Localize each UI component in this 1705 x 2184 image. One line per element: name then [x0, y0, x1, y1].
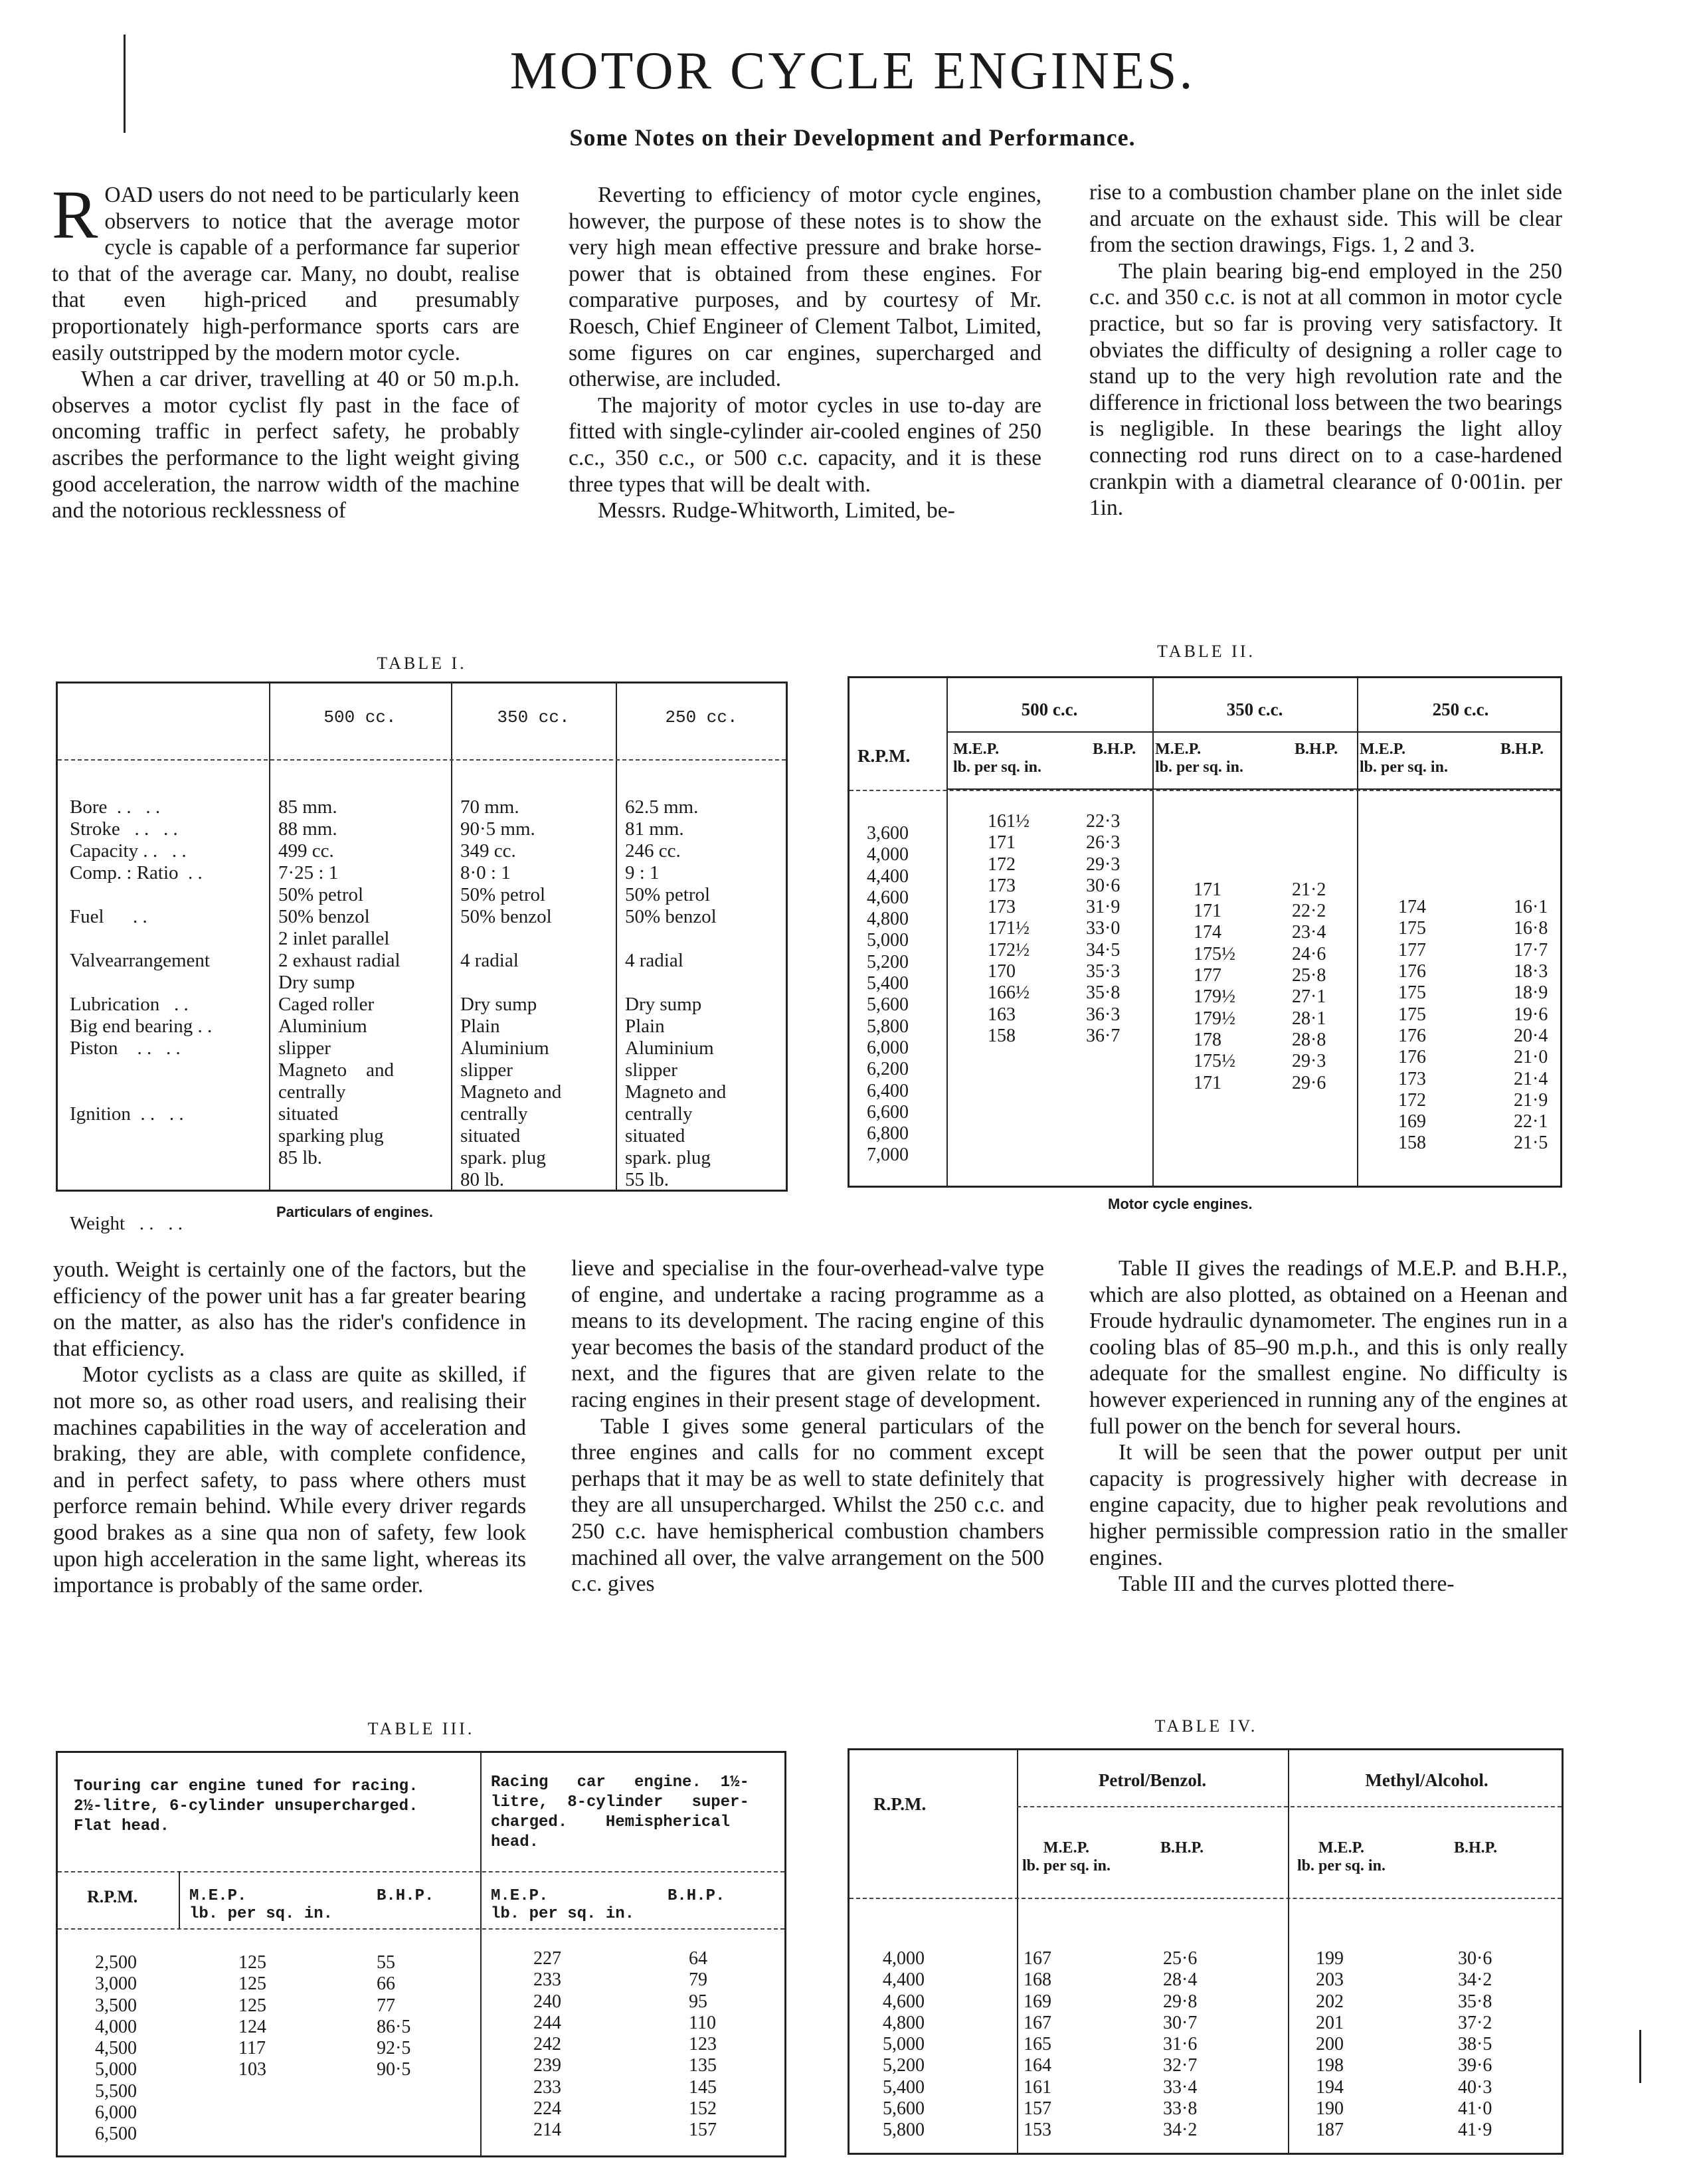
table1-col-350: 70 mm. 90·5 mm. 349 cc. 8·0 : 1 50% petrol 50% benzol 4 radial Dry sump Plain Aluminium slipper Magneto and centrally situated spark. plug 80 lb. [460, 796, 562, 1190]
table2-bhp-header: B.H.P. [1093, 741, 1136, 758]
table2-group-header: 500 c.c. [1021, 699, 1078, 719]
table3-rpm-values: 2,500 3,000 3,500 4,000 4,500 5,000 5,500 6,000 6,500 [95, 1952, 137, 2145]
paragraph: OAD users do not need to be particularly keen observers to notice that the average motor cycle is capable of a performance far superior to that of the average car. Many, no doubt, realise that even high-priced and presumably proportionately high-performance sports cars are easily outstripped by the modern motor cycle. [52, 183, 519, 365]
table1-caption: TABLE I. [377, 654, 467, 673]
paragraph: Table I gives some general particulars of the three engines and calls for no comment except perhaps that it may be as well to state definitely that they are all unsupercharged. Whilst the 250 c.c. and 250 c.c. have hemispherical combustion chambers machined all over, the valve arrangement on the 500 c.c. gives [571, 1413, 1044, 1597]
table4-group-header: Methyl/Alcohol. [1365, 1770, 1488, 1790]
table4-mep-header: M.E.P. lb. per sq. in. [1022, 1839, 1111, 1874]
paragraph: Reverting to efficiency of motor cycle engines, however, the purpose of these notes is to show the very high mean effective pressure and brake horse-power that is obtained from these engines. For comparative purposes, and by courtesy of Mr. Roesch, Chief Engineer of Clement Talbot, Limited, some figures on car engines, supercharged and otherwise, are included. [569, 183, 1041, 392]
table3-left-title: Touring car engine tuned for racing. 2½-litre, 6-cylinder unsupercharged. Flat head. [74, 1777, 418, 1835]
body-top-col3 [1089, 179, 1562, 521]
table3-bhp-racing: 64 79 95 110 123 135 145 152 157 [689, 1948, 717, 2141]
paragraph: The plain bearing big-end employed in the 250 c.c. and 350 c.c. is not at all common in motor cycle practice, but so far is proving very satisfactory. It obviates the difficulty of designing a roller cage to stand up to the very high revolution rate and the difference in frictional loss between the two bearings is negligible. In these bearings the light alloy connecting rod runs direct on to a case-hardened crankpin with a diametral clearance of 0·001in. per 1in. [1089, 258, 1562, 521]
body-mid-col3 [1089, 1255, 1568, 1597]
table1-col-500: 85 mm. 88 mm. 499 cc. 7·25 : 1 50% petrol 50% benzol 2 inlet parallel 2 exhaust radial Dry sump Caged roller Aluminium slipper Magneto and centrally situated sparking plug 85 lb. [278, 796, 401, 1168]
table2-bhp350: 21·2 22·2 23·4 24·6 25·8 27·1 28·1 28·8 29·3 29·6 [1292, 879, 1326, 1093]
table3-mep-touring: 125 125 125 124 117 103 [238, 1952, 266, 2080]
table2-mep350: 171 171 174 175½ 177 179½ 179½ 178 175½ 171 [1194, 879, 1235, 1093]
table3-caption: TABLE III. [367, 1719, 475, 1738]
paragraph: When a car driver, travelling at 40 or 50 m.p.h. observes a motor cyclist fly past in the face of oncoming traffic in perfect safety, he probably ascribes the performance to the light weight giving good acceleration, the narrow width of the machine and the notorious recklessness of [52, 367, 519, 523]
paragraph: Table II gives the readings of M.E.P. and B.H.P., which are also plotted, as obtained on a Heenan and Froude hydraulic dynamometer. The engines run in a cooling blas of 85–90 m.p.h., and this is only really adequate for the smallest engine. No difficulty is however experienced in running any of the engines at full power on the bench for several hours. [1089, 1256, 1568, 1439]
table4-mep-header: M.E.P. lb. per sq. in. [1297, 1839, 1386, 1874]
table2-mep-header: M.E.P. lb. per sq. in. [953, 741, 1041, 776]
table4-rpm-values: 4,000 4,400 4,600 4,800 5,000 5,200 5,400 5,600 5,800 [883, 1948, 925, 2141]
table2-mep-header: M.E.P. lb. per sq. in. [1360, 741, 1448, 776]
body-top-col2 [569, 182, 1041, 524]
table4-bhp-header: B.H.P. [1160, 1839, 1204, 1857]
table1-footer: Particulars of engines. [276, 1204, 433, 1220]
paragraph: Messrs. Rudge-Whitworth, Limited, be- [598, 498, 955, 523]
body-top-col1 [52, 177, 519, 524]
table4-caption: TABLE IV. [1154, 1716, 1258, 1736]
table2-mep-header: M.E.P. lb. per sq. in. [1155, 741, 1243, 776]
table2-group-header: 350 c.c. [1226, 699, 1283, 719]
paragraph: lieve and specialise in the four-overhead-valve type of engine, and undertake a racing programme as a means to its development. The racing engine of this year becomes the basis of the standard product of the next, and the figures that are given relate to the racing engines in their present stage of development. [571, 1256, 1044, 1412]
paragraph: rise to a combustion chamber plane on the inlet side and arcuate on the exhaust side. This will be clear from the section drawings, Figs. 1, 2 and 3. [1089, 180, 1562, 258]
table4-mep-petrol: 167 168 169 167 165 164 161 157 153 [1024, 1948, 1051, 2141]
table2-caption: TABLE II. [1157, 642, 1255, 661]
table2-bhp-header: B.H.P. [1295, 741, 1338, 758]
paragraph: Table III and the curves plotted there- [1119, 1572, 1455, 1597]
table3-bhp-header: B.H.P. [668, 1887, 725, 1905]
page-subtitle: Some Notes on their Development and Performance. [569, 124, 1136, 151]
paragraph: Motor cyclists as a class are quite as skilled, if not more so, as other road users, and realising their machines capabilities in the way of acceleration and braking, they are able, with complete confidence, and in perfect safety, to pass where others must perforce remain behind. While every driver regards good brakes as a sine qua non of safety, few look upon high acceleration in the same light, whereas its importance is probably of the same order. [53, 1362, 526, 1598]
margin-mark [1639, 2030, 1641, 2083]
drop-cap: R [52, 177, 98, 253]
table3-mep-header: M.E.P. lb. per sq. in. [189, 1887, 333, 1923]
table1-col-header: 350 cc. [497, 707, 570, 727]
table2-bhp250: 16·1 16·8 17·7 18·3 18·9 19·6 20·4 21·0 21·4 21·9 22·1 21·5 [1514, 897, 1548, 1154]
table2-bhp500: 22·3 26·3 29·3 30·6 31·9 33·0 34·5 35·3 35·8 36·3 36·7 [1086, 811, 1121, 1046]
paragraph: It will be seen that the power output per unit capacity is progressively higher with decrease in engine capacity, due to higher peak revolutions and higher permissible compression ratio in the smaller engines. [1089, 1440, 1568, 1570]
table2-group-header: 250 c.c. [1432, 699, 1489, 719]
table1-col-250: 62.5 mm. 81 mm. 246 cc. 9 : 1 50% petrol 50% benzol 4 radial Dry sump Plain Aluminium slipper Magneto and centrally situated spark. plug 55 lb. [625, 796, 727, 1190]
table4-bhp-methyl: 30·6 34·2 35·8 37·2 38·5 39·6 40·3 41·0 41·9 [1458, 1948, 1492, 2141]
table3-mep-header: M.E.P. lb. per sq. in. [491, 1887, 635, 1923]
table3-bhp-header: B.H.P. [377, 1887, 434, 1905]
table3-bhp-touring: 55 66 77 86·5 92·5 90·5 [377, 1952, 411, 2080]
table4-rpm-header: R.P.M. [873, 1794, 927, 1814]
table2-footer: Motor cycle engines. [1108, 1196, 1253, 1212]
table4-bhp-header: B.H.P. [1454, 1839, 1498, 1857]
table4 [848, 1748, 1564, 2155]
paragraph: youth. Weight is certainly one of the factors, but the efficiency of the power unit has a far greater bearing on the matter, as also has the rider's confidence in that efficiency. [53, 1257, 526, 1361]
body-mid-col1 [53, 1257, 526, 1599]
table4-group-header: Petrol/Benzol. [1098, 1770, 1207, 1790]
table3-rpm-header: R.P.M. [87, 1887, 138, 1906]
table1-col-header: 500 cc. [323, 707, 397, 727]
paragraph: The majority of motor cycles in use to-day are fitted with single-cylinder air-cooled engines of 250 c.c., 350 c.c., or 500 c.c. capacity, and it is these three types that will be dealt with. [569, 393, 1041, 497]
table3 [56, 1751, 786, 2157]
table4-mep-methyl: 199 203 202 201 200 198 194 190 187 [1316, 1948, 1344, 2141]
body-mid-col2 [571, 1255, 1044, 1597]
table1-col-header: 250 cc. [665, 707, 738, 727]
table1-row-labels: Bore . . . . Stroke . . . . Capacity . . . . Comp. : Ratio . . Fuel . . Valvearrangement Lubrication . . Big end bearing . . Piston . . . . Ignition . . . . Weight . . . . [70, 796, 213, 1234]
table2-mep500: 161½ 171 172 173 173 171½ 172½ 170 166½ 163 158 [988, 811, 1030, 1046]
table3-mep-racing: 227 233 240 244 242 239 233 224 214 [533, 1948, 561, 2141]
table2-rpm-header: R.P.M. [857, 746, 911, 766]
page-title: MOTOR CYCLE ENGINES. [509, 42, 1196, 100]
table2-bhp-header: B.H.P. [1500, 741, 1544, 758]
table2 [848, 676, 1562, 1188]
table4-bhp-petrol: 25·6 28·4 29·8 30·7 31·6 32·7 33·4 33·8 34·2 [1163, 1948, 1198, 2141]
table2-rpm-values: 3,600 4,000 4,400 4,600 4,800 5,000 5,200 5,400 5,600 5,800 6,000 6,200 6,400 6,600 6,800 7,000 [867, 823, 909, 1166]
table3-right-title: Racing car engine. 1½- litre, 8-cylinder super- charged. Hemispherical head. [491, 1774, 749, 1851]
table2-mep250: 174 175 177 176 175 175 176 176 173 172 169 158 [1398, 897, 1426, 1154]
